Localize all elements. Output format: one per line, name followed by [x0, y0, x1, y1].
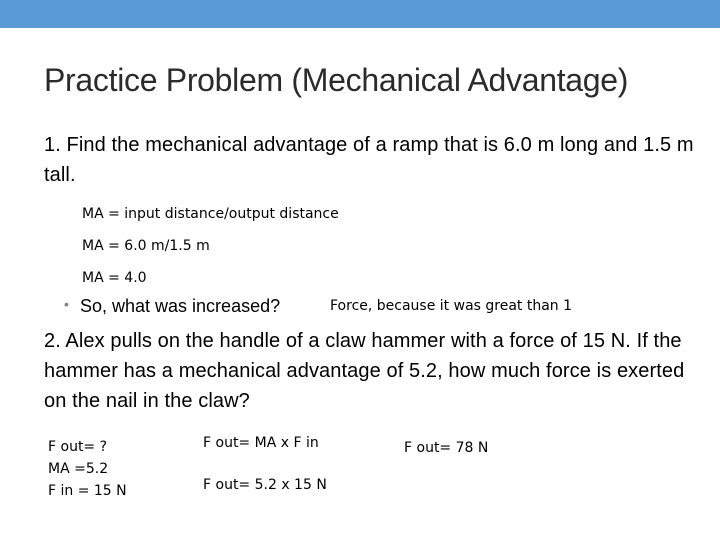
given-fout: F out= ?: [48, 439, 108, 455]
given-ma: MA =5.2: [48, 461, 109, 477]
givens-block: [48, 436, 127, 502]
formula-line: F out= MA x F in: [203, 435, 319, 451]
followup-answer: Force, because it was great than 1: [330, 298, 573, 314]
work-step-2: MA = 6.0 m/1.5 m: [82, 238, 210, 254]
work-step-1: MA = input distance/output distance: [82, 206, 339, 222]
question-2-text: 2. Alex pulls on the handle of a claw hammer with a force of 15 N. If the hammer has a mechanical advantage of 5.2, how much force is exerted on the nail in the claw?: [44, 330, 685, 412]
work-step-3: MA = 4.0: [82, 270, 147, 286]
substitution-line: F out= 5.2 x 15 N: [203, 477, 327, 493]
question-1-text: 1. Find the mechanical advantage of a ramp that is 6.0 m long and 1.5 m tall.: [44, 134, 694, 186]
bullet-marker: •: [64, 296, 69, 312]
top-accent-bar: [0, 0, 720, 28]
final-answer: F out= 78 N: [404, 440, 489, 456]
followup-question: So, what was increased?: [80, 296, 281, 316]
given-fin: F in = 15 N: [48, 483, 127, 499]
slide-title: Practice Problem (Mechanical Advantage): [44, 62, 629, 98]
